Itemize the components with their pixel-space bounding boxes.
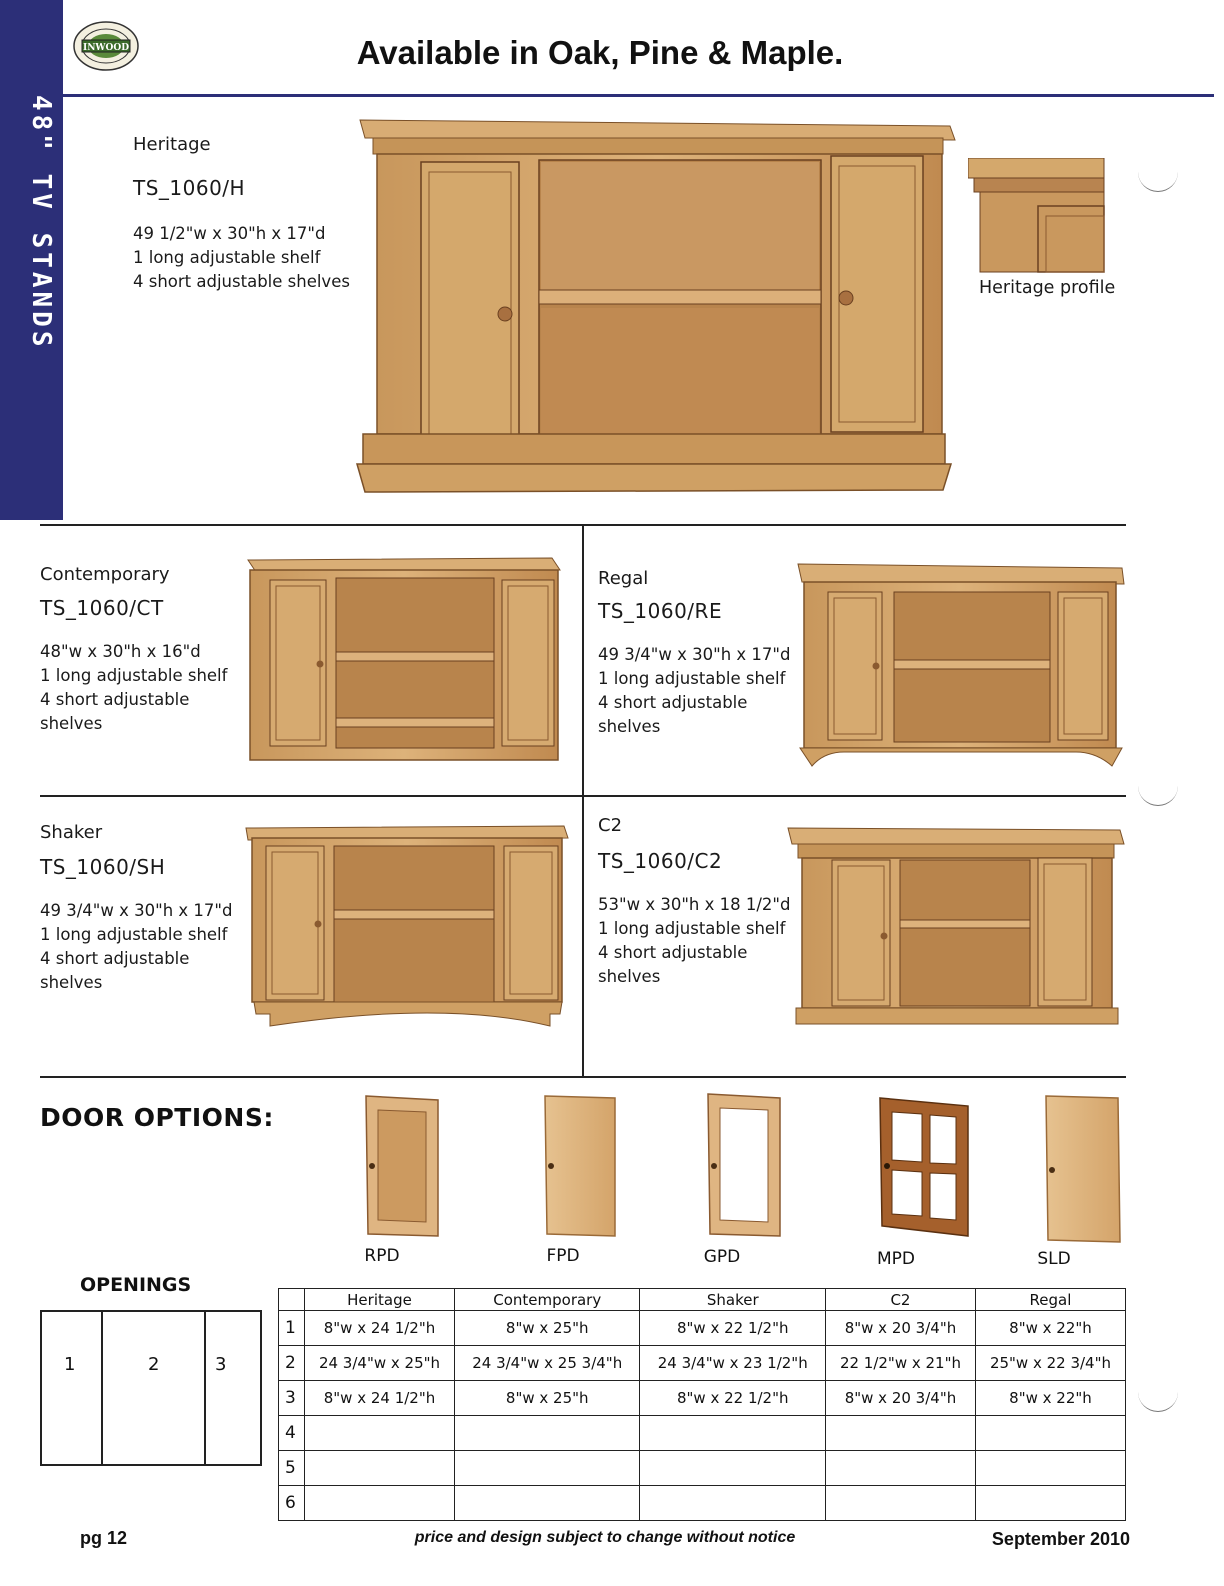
table-cell: 8"w x 20 3/4"h — [825, 1311, 975, 1346]
column-header: Contemporary — [454, 1289, 640, 1311]
spec-line: 4 short adjustable — [40, 949, 190, 968]
spec-line: 48"w x 30"h x 16"d — [40, 642, 201, 661]
door-label-gpd: GPD — [703, 1247, 741, 1267]
spec-line: 4 short adjustable shelves — [133, 272, 350, 291]
sld-door-image — [1044, 1094, 1122, 1244]
shaker-tv-stand-image — [244, 824, 570, 1030]
fpd-door-image — [543, 1094, 619, 1238]
table-cell: 8"w x 22"h — [975, 1381, 1125, 1416]
opening-number: 3 — [215, 1354, 227, 1375]
shaker-specs — [40, 899, 233, 995]
spec-line: shelves — [40, 714, 103, 733]
heritage-style-name: Heritage — [133, 134, 211, 155]
table-cell — [975, 1451, 1125, 1486]
table-row — [279, 1311, 1126, 1346]
row-number: 3 — [279, 1381, 305, 1416]
contemporary-tv-stand-image — [246, 556, 562, 762]
opening-number: 1 — [64, 1354, 76, 1375]
table-cell: 8"w x 24 1/2"h — [305, 1311, 455, 1346]
binder-hole — [1138, 776, 1178, 806]
table-cell: 24 3/4"w x 23 1/2"h — [640, 1346, 826, 1381]
spec-line: 4 short adjustable — [598, 693, 748, 712]
spec-line: 4 short adjustable — [598, 943, 748, 962]
table-cell — [825, 1486, 975, 1521]
table-cell: 22 1/2"w x 21"h — [825, 1346, 975, 1381]
table-cell — [454, 1416, 640, 1451]
table-corner — [279, 1289, 305, 1311]
column-header: Regal — [975, 1289, 1125, 1311]
shaker-style-name: Shaker — [40, 822, 103, 843]
spec-line: 49 3/4"w x 30"h x 17"d — [598, 645, 791, 664]
heritage-profile-image — [968, 158, 1106, 274]
row-number: 5 — [279, 1451, 305, 1486]
table-cell — [825, 1451, 975, 1486]
table-cell — [454, 1451, 640, 1486]
contemporary-model: TS_1060/CT — [40, 596, 164, 620]
openings-heading: OPENINGS — [80, 1274, 192, 1296]
side-banner — [0, 0, 63, 520]
binder-hole — [1138, 162, 1178, 192]
shaker-model: TS_1060/SH — [40, 855, 166, 879]
divider — [40, 795, 1126, 797]
table-row — [279, 1416, 1126, 1451]
table-header-row — [279, 1289, 1126, 1311]
table-cell: 8"w x 22"h — [975, 1311, 1125, 1346]
door-label-fpd: FPD — [546, 1246, 580, 1266]
row-number: 4 — [279, 1416, 305, 1451]
rpd-door-image — [364, 1094, 442, 1238]
openings-divider — [204, 1312, 206, 1464]
spec-line: 49 1/2"w x 30"h x 17"d — [133, 224, 326, 243]
table-cell — [305, 1451, 455, 1486]
table-row — [279, 1451, 1126, 1486]
inwood-logo — [72, 20, 140, 72]
table-cell — [640, 1416, 826, 1451]
table-cell: 24 3/4"w x 25 3/4"h — [454, 1346, 640, 1381]
spec-line: 53"w x 30"h x 18 1/2"d — [598, 895, 791, 914]
page-number: pg 12 — [80, 1528, 128, 1548]
regal-style-name: Regal — [598, 568, 649, 589]
gpd-door-image — [706, 1092, 784, 1238]
binder-hole — [1138, 1382, 1178, 1412]
table-cell: 8"w x 25"h — [454, 1381, 640, 1416]
table-row — [279, 1346, 1126, 1381]
door-label-mpd: MPD — [876, 1249, 915, 1269]
c2-model: TS_1060/C2 — [598, 849, 723, 873]
spec-line: 1 long adjustable shelf — [40, 666, 228, 685]
footer-date: September 2010 — [991, 1529, 1130, 1549]
openings-divider — [101, 1312, 103, 1464]
regal-model: TS_1060/RE — [598, 599, 723, 623]
table-cell — [640, 1451, 826, 1486]
door-options-heading: DOOR OPTIONS: — [40, 1103, 274, 1132]
spec-line: 4 short adjustable — [40, 690, 190, 709]
column-header: Shaker — [640, 1289, 826, 1311]
regal-specs — [598, 643, 791, 739]
heritage-specs — [133, 222, 350, 294]
row-number: 6 — [279, 1486, 305, 1521]
table-cell — [825, 1416, 975, 1451]
table-cell: 8"w x 22 1/2"h — [640, 1311, 826, 1346]
table-cell: 8"w x 20 3/4"h — [825, 1381, 975, 1416]
row-number: 1 — [279, 1311, 305, 1346]
spec-line: shelves — [598, 967, 661, 986]
spec-line: shelves — [598, 717, 661, 736]
spec-line: 1 long adjustable shelf — [598, 669, 786, 688]
table-cell — [640, 1486, 826, 1521]
heritage-tv-stand-image — [355, 118, 960, 496]
door-dimensions-table — [278, 1288, 1126, 1521]
table-cell: 24 3/4"w x 25"h — [305, 1346, 455, 1381]
table-cell: 8"w x 22 1/2"h — [640, 1381, 826, 1416]
heritage-profile-label: Heritage profile — [979, 278, 1116, 298]
table-cell: 8"w x 25"h — [454, 1311, 640, 1346]
opening-number: 2 — [148, 1354, 160, 1375]
svg-text:INWOOD: INWOOD — [82, 43, 130, 53]
side-banner-text: 48" TV STANDS — [26, 95, 56, 351]
heritage-model: TS_1060/H — [133, 176, 246, 200]
spec-line: 1 long adjustable shelf — [133, 248, 321, 267]
column-header: Heritage — [305, 1289, 455, 1311]
table-cell — [305, 1486, 455, 1521]
divider — [582, 524, 584, 1076]
spec-line: 1 long adjustable shelf — [40, 925, 228, 944]
c2-specs — [598, 893, 791, 989]
table-cell — [454, 1486, 640, 1521]
table-cell: 25"w x 22 3/4"h — [975, 1346, 1125, 1381]
row-number: 2 — [279, 1346, 305, 1381]
contemporary-specs — [40, 640, 227, 736]
spec-line: shelves — [40, 973, 103, 992]
table-cell — [305, 1416, 455, 1451]
c2-style-name: C2 — [598, 815, 623, 836]
table-cell — [975, 1486, 1125, 1521]
door-label-rpd: RPD — [364, 1246, 400, 1266]
table-cell — [975, 1416, 1125, 1451]
divider — [40, 1076, 1126, 1078]
spec-line: 49 3/4"w x 30"h x 17"d — [40, 901, 233, 920]
table-cell: 8"w x 24 1/2"h — [305, 1381, 455, 1416]
footer-disclaimer: price and design subject to change without notice — [414, 1529, 796, 1546]
c2-tv-stand-image — [786, 826, 1126, 1026]
spec-line: 1 long adjustable shelf — [598, 919, 786, 938]
contemporary-style-name: Contemporary — [40, 564, 170, 585]
mpd-door-image — [878, 1096, 972, 1238]
table-row — [279, 1486, 1126, 1521]
door-label-sld: SLD — [1037, 1249, 1071, 1269]
openings-diagram — [40, 1310, 262, 1466]
regal-tv-stand-image — [796, 562, 1126, 768]
column-header: C2 — [825, 1289, 975, 1311]
page-title: Available in Oak, Pine & Maple. — [356, 34, 844, 71]
header-rule — [63, 94, 1214, 97]
table-row — [279, 1381, 1126, 1416]
